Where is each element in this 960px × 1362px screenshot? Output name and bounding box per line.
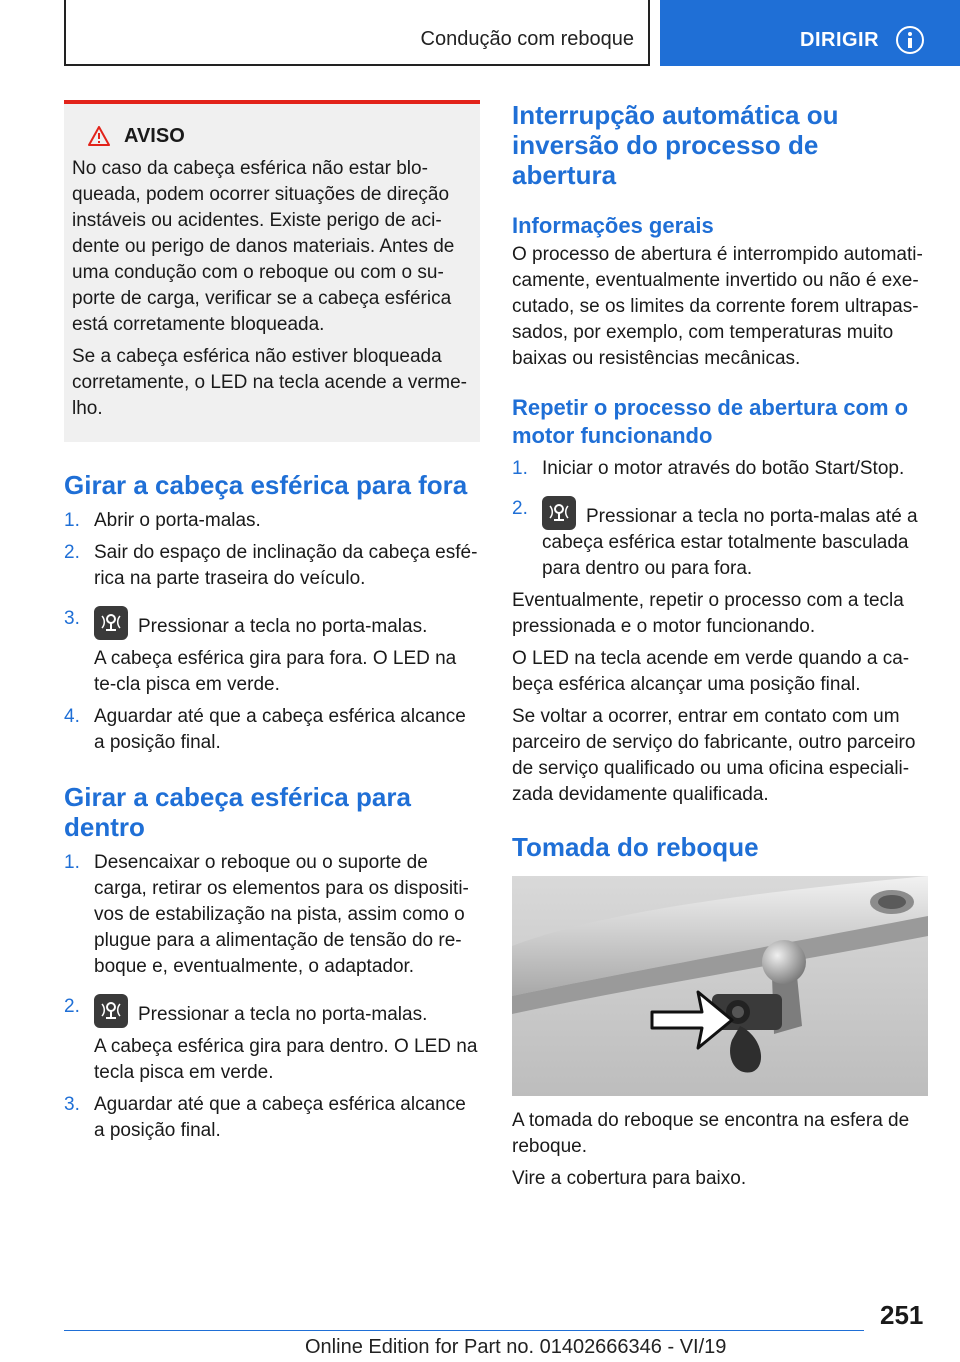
repeat-note: Eventualmente, repetir o processo com a tecla pressionada e o motor funcionando. <box>512 590 904 637</box>
tow-hitch-button-icon <box>94 606 128 640</box>
footer-divider <box>64 1330 864 1331</box>
header-chapter-title[interactable]: DIRIGIR <box>800 29 880 51</box>
tomada-text-1: A tomada do reboque se encontra na esfera de reboque. <box>512 1110 910 1157</box>
list-item: 2. Pressionar a tecla no porta-malas até a cabeça esférica estar totalmente basculada para dentro ou para fora. <box>512 498 918 579</box>
list-item: 2. Pressionar a tecla no porta-malas. A cabeça esférica gira para dentro. O LED na tecla pisca em verde. <box>64 994 480 1086</box>
heading-tomada-reboque: Tomada do reboque <box>512 832 759 862</box>
led-note: O LED na tecla acende em verde quando a ca-beça esférica alcançar uma posição final. <box>512 648 910 695</box>
list-item: 1. Desencaixar o reboque ou o suporte de carga, retirar os elementos para os dispositi-vos de estabilização na pista, assim como o plugue para a alimentação de tensão do re-boque e, eventualmente, o adaptador. <box>64 852 469 977</box>
step-result: A cabeça esférica gira para dentro. O LED na tecla pisca em verde. <box>94 1036 478 1083</box>
tow-socket-illustration <box>512 876 928 1096</box>
warning-triangle-icon <box>88 126 110 146</box>
steps-dentro <box>64 850 480 1144</box>
heading-repetir-processo: Repetir o processo de abertura com o motor funcionando <box>512 395 909 448</box>
steps-repetir <box>512 456 928 582</box>
warning-text-2: Se a cabeça esférica não estiver bloqueada corretamente, o LED na tecla acende a verme-lho. <box>72 346 467 419</box>
warning-text-1: No caso da cabeça esférica não estar blo-queada, podem ocorrer situações de direção instáveis ou acidentes. Existe perigo de aci-dente ou perigo de danos materiais. Antes de uma condução com o reboque ou com o su-porte de carga, verificar se a cabeça esférica está corretamente bloqueada. <box>72 158 455 335</box>
list-item: 4. Aguardar até que a cabeça esférica alcance a posição final. <box>64 706 466 753</box>
list-item: 1. Iniciar o motor através do botão Start/Stop. <box>512 458 905 479</box>
list-item: 2. Sair do espaço de inclinação da cabeça esfé-rica na parte traseira do veículo. <box>64 542 478 589</box>
info-text: O processo de abertura é interrompido automati-camente, eventualmente invertido ou não é exe-cutado, se os limites da corrente forem ultrapas-sados, por exemplo, com temperaturas muito baixas ou resistências mecânicas. <box>512 244 923 369</box>
heading-girar-dentro: Girar a cabeça esférica para dentro <box>64 782 411 842</box>
right-column <box>512 100 928 1192</box>
warning-title: AVISO <box>124 124 185 147</box>
list-item: 1. Abrir o porta-malas. <box>64 510 261 531</box>
header-chapter-box[interactable] <box>660 0 960 66</box>
footer-edition: Online Edition for Part no. 01402666346 - VI/19 <box>305 1336 727 1358</box>
info-icon[interactable] <box>896 26 924 54</box>
list-item: 3. Pressionar a tecla no porta-malas. A cabeça esférica gira para fora. O LED na te-cla pisca em verde. <box>64 606 480 698</box>
left-column <box>64 100 480 1144</box>
tow-hitch-button-icon <box>94 994 128 1028</box>
list-item: 3. Aguardar até que a cabeça esférica alcance a posição final. <box>64 1094 466 1141</box>
header-section-title: Condução com reboque <box>420 28 634 50</box>
heading-girar-fora: Girar a cabeça esférica para fora <box>64 470 468 500</box>
header-section-box <box>64 0 650 66</box>
heading-informacoes-gerais: Informações gerais <box>512 213 714 238</box>
warning-title-row <box>88 124 470 148</box>
tow-hitch-button-icon <box>542 496 576 530</box>
service-note: Se voltar a ocorrer, entrar em contato com um parceiro de serviço do fabricante, outro parceiro de serviço qualificado ou uma oficina especiali-zada devidamente qualificada. <box>512 706 916 805</box>
warning-box <box>64 100 480 442</box>
page-number: 251 <box>880 1300 924 1330</box>
tomada-text-2: Vire a cobertura para baixo. <box>512 1168 747 1189</box>
heading-interrupcao: Interrupção automática ou inversão do processo de abertura <box>512 100 839 190</box>
step-result: A cabeça esférica gira para fora. O LED na te-cla pisca em verde. <box>94 648 457 695</box>
steps-fora <box>64 508 480 756</box>
